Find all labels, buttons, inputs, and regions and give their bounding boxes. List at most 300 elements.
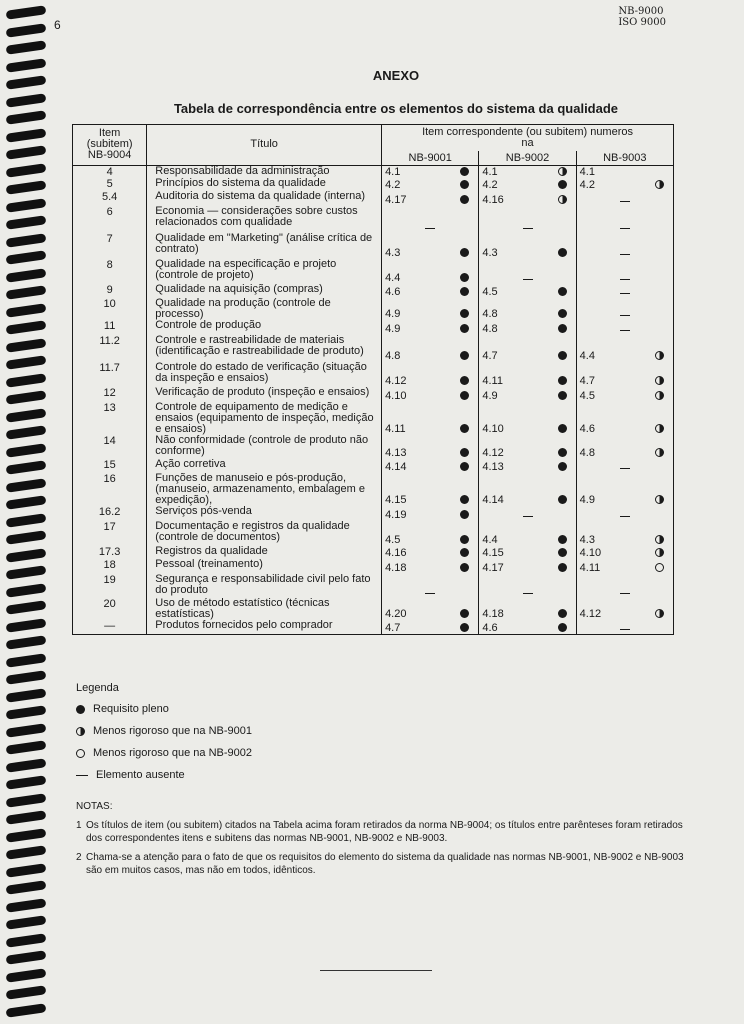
dash-icon (620, 315, 630, 316)
full-requirement-icon (558, 609, 567, 618)
note-number: 2 (76, 852, 82, 863)
ref-number: 4.3 (385, 247, 401, 259)
full-requirement-icon (558, 424, 567, 433)
table-row (73, 233, 674, 259)
table-row (73, 362, 674, 387)
half-circle-icon (558, 195, 567, 204)
row-title: Qualidade em "Marketing" (análise crítica de contrato) (147, 233, 382, 259)
legend-item (76, 720, 252, 742)
full-requirement-icon (460, 287, 469, 296)
row-ref-cell (479, 521, 576, 546)
spiral-coil (6, 985, 47, 999)
header-item: Item (subitem) NB-9004 (73, 125, 147, 166)
spiral-coil (6, 285, 47, 299)
table-row (73, 435, 674, 459)
ref-number: 4.7 (482, 350, 498, 362)
absent-cell (580, 629, 670, 634)
ref-cell-content (580, 390, 670, 402)
ref-cell-content (482, 622, 572, 634)
spiral-binding (0, 0, 48, 1024)
row-title: Produtos fornecidos pelo comprador (147, 620, 382, 634)
spiral-coil (6, 425, 47, 439)
dash-icon (76, 775, 88, 776)
ref-cell-content (385, 308, 475, 320)
full-requirement-icon (460, 535, 469, 544)
legend-heading: Legenda (76, 682, 119, 694)
full-requirement-icon (558, 535, 567, 544)
table-row (73, 574, 674, 598)
row-ref-cell (479, 298, 576, 320)
spiral-coil (6, 810, 47, 824)
ref-cell-content (482, 375, 572, 387)
full-requirement-icon (460, 167, 469, 176)
spiral-coil (6, 513, 47, 527)
row-ref-cell (479, 387, 576, 402)
row-title: Pessoal (treinamento) (147, 559, 382, 574)
spiral-coil (6, 618, 47, 632)
header-title: Título (147, 125, 382, 166)
row-ref-cell (479, 362, 576, 387)
half-circle-icon (655, 351, 664, 360)
row-ref-cell (382, 191, 479, 206)
row-ref-cell (382, 559, 479, 574)
table-row (73, 506, 674, 521)
legend (76, 682, 252, 786)
half-circle-icon (655, 180, 664, 189)
dash-icon (523, 593, 533, 594)
row-item-number: 15 (73, 459, 147, 473)
ref-cell-content (482, 247, 572, 259)
full-requirement-icon (460, 248, 469, 257)
ref-number: 4.2 (482, 179, 498, 191)
row-item-number: 5.4 (73, 191, 147, 206)
row-ref-cell (479, 191, 576, 206)
row-ref-cell (382, 473, 479, 506)
row-ref-cell (479, 459, 576, 473)
row-title: Controle de equipamento de medição e ensaios (equipamento de inspeção, medição e ensaios) (147, 402, 382, 435)
row-ref-cell (576, 459, 673, 473)
row-title: Serviços pós-venda (147, 506, 382, 521)
full-requirement-icon (558, 462, 567, 471)
row-ref-cell (576, 598, 673, 620)
full-requirement-icon (460, 623, 469, 632)
row-item-number: 11 (73, 320, 147, 335)
row-title: Qualidade na aquisição (compras) (147, 284, 382, 298)
document-page (48, 0, 744, 1024)
ref-number: 4.8 (385, 350, 401, 362)
full-requirement-icon (558, 391, 567, 400)
spiral-coil (6, 163, 47, 177)
row-ref-cell (576, 620, 673, 634)
ref-cell-content (580, 534, 670, 546)
table-row (73, 559, 674, 574)
ref-cell-content (580, 547, 670, 559)
ref-number: 4.2 (385, 179, 401, 191)
full-requirement-icon (558, 248, 567, 257)
dash-icon (620, 516, 630, 517)
row-item-number: 19 (73, 574, 147, 598)
ref-cell-content (580, 608, 670, 620)
ref-number: 4.2 (579, 179, 595, 191)
table-row (73, 459, 674, 473)
notes (76, 800, 696, 877)
legend-item (76, 742, 252, 764)
ref-number: 4.12 (482, 447, 504, 459)
ref-number: 4.3 (482, 247, 498, 259)
row-ref-cell (479, 598, 576, 620)
page-number: 6 (54, 18, 61, 32)
full-requirement-icon (460, 180, 469, 189)
note-item (76, 851, 696, 877)
header-ref-group: Item correspondente (ou subitem) numeros na (382, 125, 674, 152)
row-ref-cell (576, 362, 673, 387)
ref-number: 4.5 (385, 534, 401, 546)
ref-cell-content (385, 323, 475, 335)
legend-item (76, 764, 252, 786)
ref-cell-content (482, 608, 572, 620)
half-circle-icon (655, 548, 664, 557)
ref-cell-content (482, 494, 572, 506)
spiral-coil (6, 793, 47, 807)
ref-number: 4.16 (385, 547, 407, 559)
ref-cell-content (385, 194, 475, 206)
footer-rule (320, 970, 432, 971)
row-ref-cell (576, 559, 673, 574)
row-ref-cell (479, 559, 576, 574)
row-ref-cell (382, 546, 479, 559)
row-ref-cell (576, 259, 673, 284)
row-title: Uso de método estatístico (técnicas estatísticas) (147, 598, 382, 620)
spiral-coil (6, 355, 47, 369)
row-ref-cell (382, 259, 479, 284)
full-requirement-icon (558, 351, 567, 360)
row-ref-cell (382, 574, 479, 598)
table-row (73, 335, 674, 362)
ref-number: 4.12 (385, 375, 407, 387)
ref-cell-content (482, 547, 572, 559)
ref-number: 4.1 (482, 166, 498, 178)
ref-number: 4.7 (579, 375, 595, 387)
ref-cell-content (580, 423, 670, 435)
row-item-number: 11.7 (73, 362, 147, 387)
row-item-number: 20 (73, 598, 147, 620)
table-row (73, 598, 674, 620)
full-requirement-icon (558, 180, 567, 189)
dash-icon (620, 201, 630, 202)
row-ref-cell (479, 546, 576, 559)
full-requirement-icon (558, 324, 567, 333)
ref-number: 4.5 (579, 390, 595, 402)
ref-cell-content (385, 375, 475, 387)
legend-label: Requisito pleno (93, 703, 169, 715)
row-ref-cell (382, 620, 479, 634)
spiral-coil (6, 688, 47, 702)
spiral-coil (6, 898, 47, 912)
legend-label: Menos rigoroso que na NB-9002 (93, 747, 252, 759)
dash-icon (620, 593, 630, 594)
ref-number: 4.17 (385, 194, 407, 206)
full-requirement-icon (460, 424, 469, 433)
ref-cell-content (580, 375, 670, 387)
row-ref-cell (382, 206, 479, 233)
full-requirement-icon (558, 448, 567, 457)
spiral-coil (6, 145, 47, 159)
ref-cell-content (482, 194, 572, 206)
ref-number: 4.14 (482, 494, 504, 506)
row-ref-cell (576, 320, 673, 335)
spiral-coil (6, 338, 47, 352)
row-ref-cell (382, 178, 479, 191)
spiral-coil (6, 40, 47, 54)
row-title: Princípios do sistema da qualidade (147, 178, 382, 191)
table-row (73, 402, 674, 435)
ref-number: 4.5 (482, 286, 498, 298)
ref-cell-content (482, 423, 572, 435)
table-row (73, 620, 674, 634)
spiral-coil (6, 460, 47, 474)
spiral-coil (6, 600, 47, 614)
full-requirement-icon (460, 351, 469, 360)
spiral-coil (6, 758, 47, 772)
ref-number: 4.11 (385, 423, 406, 435)
spiral-coil (6, 653, 47, 667)
ref-number: 4.12 (579, 608, 602, 620)
full-requirement-icon (460, 462, 469, 471)
row-ref-cell (382, 459, 479, 473)
spiral-coil (6, 1003, 47, 1017)
spiral-coil (6, 863, 47, 877)
row-ref-cell (479, 320, 576, 335)
row-title: Qualidade na produção (controle de processo) (147, 298, 382, 320)
ref-cell-content (385, 350, 475, 362)
row-ref-cell (576, 335, 673, 362)
ref-cell-content (385, 622, 475, 634)
row-ref-cell (576, 402, 673, 435)
spiral-coil (6, 93, 47, 107)
row-ref-cell (576, 506, 673, 521)
row-title: Verificação de produto (inspeção e ensaios) (147, 387, 382, 402)
dash-icon (620, 330, 630, 331)
row-item-number: 14 (73, 435, 147, 459)
spiral-coil (6, 670, 47, 684)
full-requirement-icon (460, 563, 469, 572)
ref-number: 4.16 (482, 194, 504, 206)
row-ref-cell (576, 574, 673, 598)
full-requirement-icon (460, 376, 469, 385)
legend-items (76, 698, 252, 786)
row-title: Controle de produção (147, 320, 382, 335)
row-ref-cell (576, 178, 673, 191)
spiral-coil (6, 845, 47, 859)
ref-cell-content (385, 179, 475, 191)
row-item-number: 13 (73, 402, 147, 435)
ref-cell-content (385, 272, 475, 284)
spiral-coil (6, 443, 47, 457)
legend-label: Menos rigoroso que na NB-9001 (93, 725, 252, 737)
ref-number: 4.10 (385, 390, 407, 402)
ref-number: 4.6 (385, 286, 401, 298)
spiral-coil (6, 880, 47, 894)
full-requirement-icon (460, 273, 469, 282)
row-item-number: 9 (73, 284, 147, 298)
row-ref-cell (382, 435, 479, 459)
full-requirement-icon (460, 495, 469, 504)
row-ref-cell (382, 320, 479, 335)
ref-cell-content (482, 179, 572, 191)
row-ref-cell (576, 521, 673, 546)
ref-number: 4.18 (385, 562, 407, 574)
row-ref-cell (576, 206, 673, 233)
full-requirement-icon (558, 495, 567, 504)
spiral-coil (6, 530, 47, 544)
spiral-coil (6, 373, 47, 387)
ref-number: 4.15 (482, 547, 504, 559)
row-title: Controle e rastreabilidade de materiais (identificação e rastreabilidade de produto) (147, 335, 382, 362)
full-requirement-icon (460, 448, 469, 457)
row-title: Responsabilidade da administração (147, 165, 382, 178)
row-ref-cell (479, 506, 576, 521)
spiral-coil (6, 933, 47, 947)
dash-icon (620, 228, 630, 229)
ref-cell-content (482, 390, 572, 402)
full-requirement-icon (558, 563, 567, 572)
row-item-number: 7 (73, 233, 147, 259)
row-item-number: 10 (73, 298, 147, 320)
header-nb9001: NB-9001 (382, 151, 479, 165)
notes-heading: NOTAS: (76, 801, 113, 812)
row-title: Documentação e registros da qualidade (controle de documentos) (147, 521, 382, 546)
full-requirement-icon (460, 195, 469, 204)
note-text: Os títulos de item (ou subitem) citados na Tabela acima foram retirados da norma NB-9004; os títulos entre parênteses foram retirados dos correspondentes itens e subitens das normas NB-9001, NB-9002 e NB-9003. (86, 820, 683, 844)
row-title: Ação corretiva (147, 459, 382, 473)
ref-number: 4.1 (385, 166, 401, 178)
row-item-number: 18 (73, 559, 147, 574)
table-row (73, 320, 674, 335)
row-ref-cell (576, 298, 673, 320)
ref-cell-content (580, 166, 670, 178)
row-item-number: 8 (73, 259, 147, 284)
row-ref-cell (576, 191, 673, 206)
spiral-coil (6, 303, 47, 317)
ref-number: 4.19 (385, 509, 407, 521)
ref-cell-content (580, 350, 670, 362)
ref-number: 4.1 (579, 166, 595, 178)
ref-number: 4.8 (579, 447, 595, 459)
row-ref-cell (382, 165, 479, 178)
ref-cell-content (482, 534, 572, 546)
row-item-number: 11.2 (73, 335, 147, 362)
ref-cell-content (482, 308, 572, 320)
row-item-number: 4 (73, 165, 147, 178)
ref-cell-content (385, 608, 475, 620)
ref-cell-content (385, 494, 475, 506)
spiral-coil (6, 408, 47, 422)
row-ref-cell (479, 335, 576, 362)
table-row (73, 521, 674, 546)
ref-cell-content (580, 179, 670, 191)
header-ref-line: ISO 9000 (618, 17, 666, 28)
row-ref-cell (382, 402, 479, 435)
ref-cell-content (385, 509, 475, 521)
spiral-coil (6, 775, 47, 789)
spiral-coil (6, 233, 47, 247)
ref-cell-content (482, 350, 572, 362)
ref-number: 4.11 (579, 562, 601, 574)
header-reference (618, 6, 666, 28)
table-row (73, 387, 674, 402)
ref-number: 4.20 (385, 608, 407, 620)
ref-cell-content (385, 547, 475, 559)
legend-item (76, 698, 252, 720)
row-ref-cell (479, 435, 576, 459)
ref-number: 4.17 (482, 562, 504, 574)
row-ref-cell (382, 598, 479, 620)
notes-items (76, 819, 696, 877)
ref-cell-content (385, 423, 475, 435)
ref-number: 4.8 (482, 308, 498, 320)
ref-cell-content (482, 461, 572, 473)
row-item-number: 6 (73, 206, 147, 233)
table-row (73, 298, 674, 320)
ref-cell-content (482, 166, 572, 178)
half-circle-icon (655, 495, 664, 504)
ref-number: 4.4 (579, 350, 595, 362)
ref-cell-content (482, 323, 572, 335)
spiral-coil (6, 828, 47, 842)
half-circle-icon (558, 167, 567, 176)
row-title: Auditoria do sistema da qualidade (interna) (147, 191, 382, 206)
ref-number: 4.13 (482, 461, 504, 473)
row-ref-cell (576, 387, 673, 402)
table-row (73, 191, 674, 206)
ref-cell-content (385, 247, 475, 259)
dash-icon (523, 228, 533, 229)
row-ref-cell (479, 233, 576, 259)
no-symbol (655, 167, 664, 176)
row-item-number: 5 (73, 178, 147, 191)
full-requirement-icon (460, 548, 469, 557)
full-requirement-icon (558, 376, 567, 385)
empty-circle-icon (76, 749, 85, 758)
table-row (73, 473, 674, 506)
row-ref-cell (576, 473, 673, 506)
spiral-coil (6, 740, 47, 754)
ref-number: 4.9 (385, 323, 401, 335)
row-ref-cell (382, 233, 479, 259)
full-requirement-icon (460, 510, 469, 519)
table-row (73, 284, 674, 298)
row-title: Funções de manuseio e pós-produção, (manuseio, armazenamento, embalagem e expedição), (147, 473, 382, 506)
ref-number: 4.3 (579, 534, 595, 546)
row-ref-cell (479, 402, 576, 435)
spiral-coil (6, 58, 47, 72)
row-title: Controle do estado de verificação (situação da inspeção e ensaios) (147, 362, 382, 387)
row-ref-cell (382, 284, 479, 298)
ref-number: 4.13 (385, 447, 407, 459)
row-title: Qualidade na especificação e projeto (controle de projeto) (147, 259, 382, 284)
ref-number: 4.18 (482, 608, 504, 620)
full-requirement-icon (460, 391, 469, 400)
row-title: Não conformidade (controle de produto não conforme) (147, 435, 382, 459)
spiral-coil (6, 495, 47, 509)
full-requirement-icon (460, 324, 469, 333)
row-item-number: 16 (73, 473, 147, 506)
spiral-coil (6, 478, 47, 492)
spiral-coil (6, 950, 47, 964)
ref-cell-content (385, 166, 475, 178)
row-ref-cell (576, 435, 673, 459)
full-requirement-icon (76, 705, 85, 714)
